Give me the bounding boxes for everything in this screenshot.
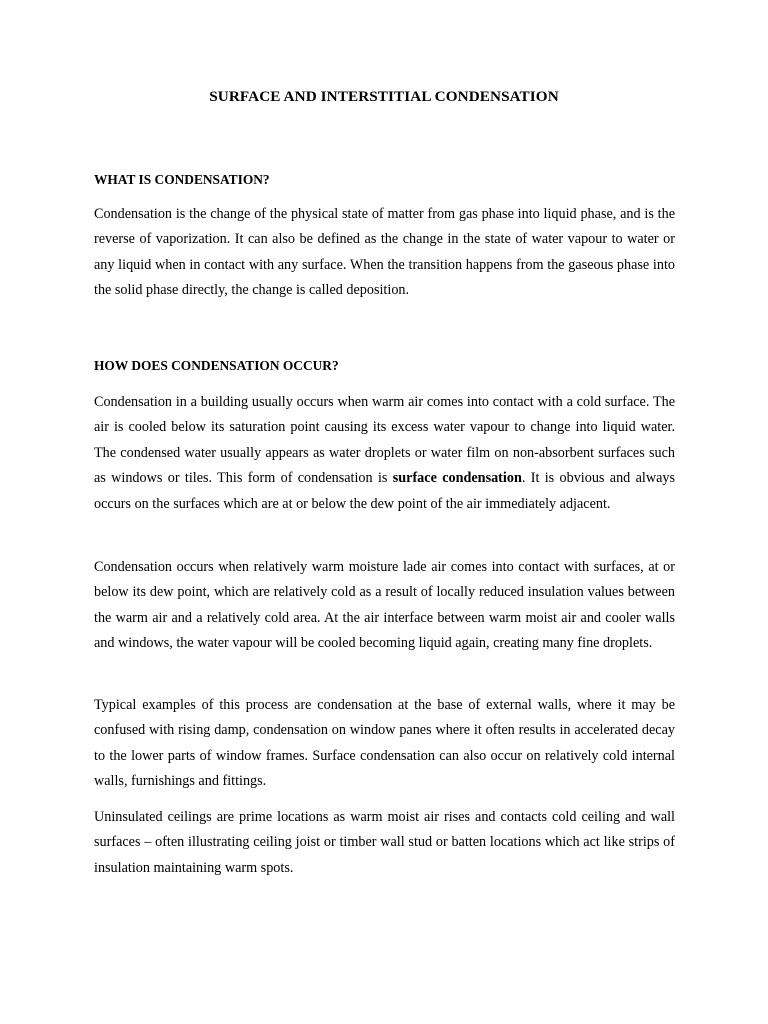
paragraph-dew-point: Condensation occurs when relatively warm moisture lade air comes into contact with surfaces, at or below its dew point, which are relatively cold as a result of locally reduced insulation values between the warm air and a relatively cold area. At the air interface between warm moist air and cooler walls and windows, the water vapour will be cooled becoming liquid again, creating many fine droplets. (94, 559, 675, 652)
paragraph-uninsulated-ceilings: Uninsulated ceilings are prime locations as warm moist air rises and contacts cold ceiling and wall surfaces – often illustrating ceiling joist or timber wall stud or batten locations which act like strips of insulation maintaining warm spots. (94, 809, 675, 876)
paragraph-typical-examples: Typical examples of this process are condensation at the base of external walls, where it may be confused with rising damp, condensation on window panes where it often results in accelerated decay to the lower parts of window frames. Surface condensation can also occur on relatively cold internal walls, furnishings and fittings. (94, 697, 675, 790)
paragraph-text: . It is obvious and always occurs on the surfaces which are at or below the dew point of the air immediately adjacent. (94, 470, 675, 512)
paragraph-what-is-condensation: Condensation is the change of the physical state of matter from gas phase into liquid phase, and is the reverse of vaporization. It can also be defined as the change in the state of water vapour to water or any liquid when in contact with any surface. When the transition happens from the gaseous phase into the solid phase directly, the change is called deposition. (94, 206, 675, 299)
section-heading-what-is-condensation: WHAT IS CONDENSATION? (94, 172, 270, 187)
section-heading-how-does-condensation-occur: HOW DOES CONDENSATION OCCUR? (94, 358, 339, 373)
paragraph-surface-condensation (94, 390, 675, 517)
document-title: SURFACE AND INTERSTITIAL CONDENSATION (209, 88, 559, 105)
paragraph-text: Condensation in a building usually occurs when warm air comes into contact with a cold surface. The air is cooled below its saturation point causing its excess water vapour to change into liquid water. The condensed water usually appears as water droplets or water film on non-absorbent surfaces such as windows or tiles. This form of condensation is (94, 394, 675, 487)
bold-term-surface-condensation: surface condensation (392, 470, 522, 487)
